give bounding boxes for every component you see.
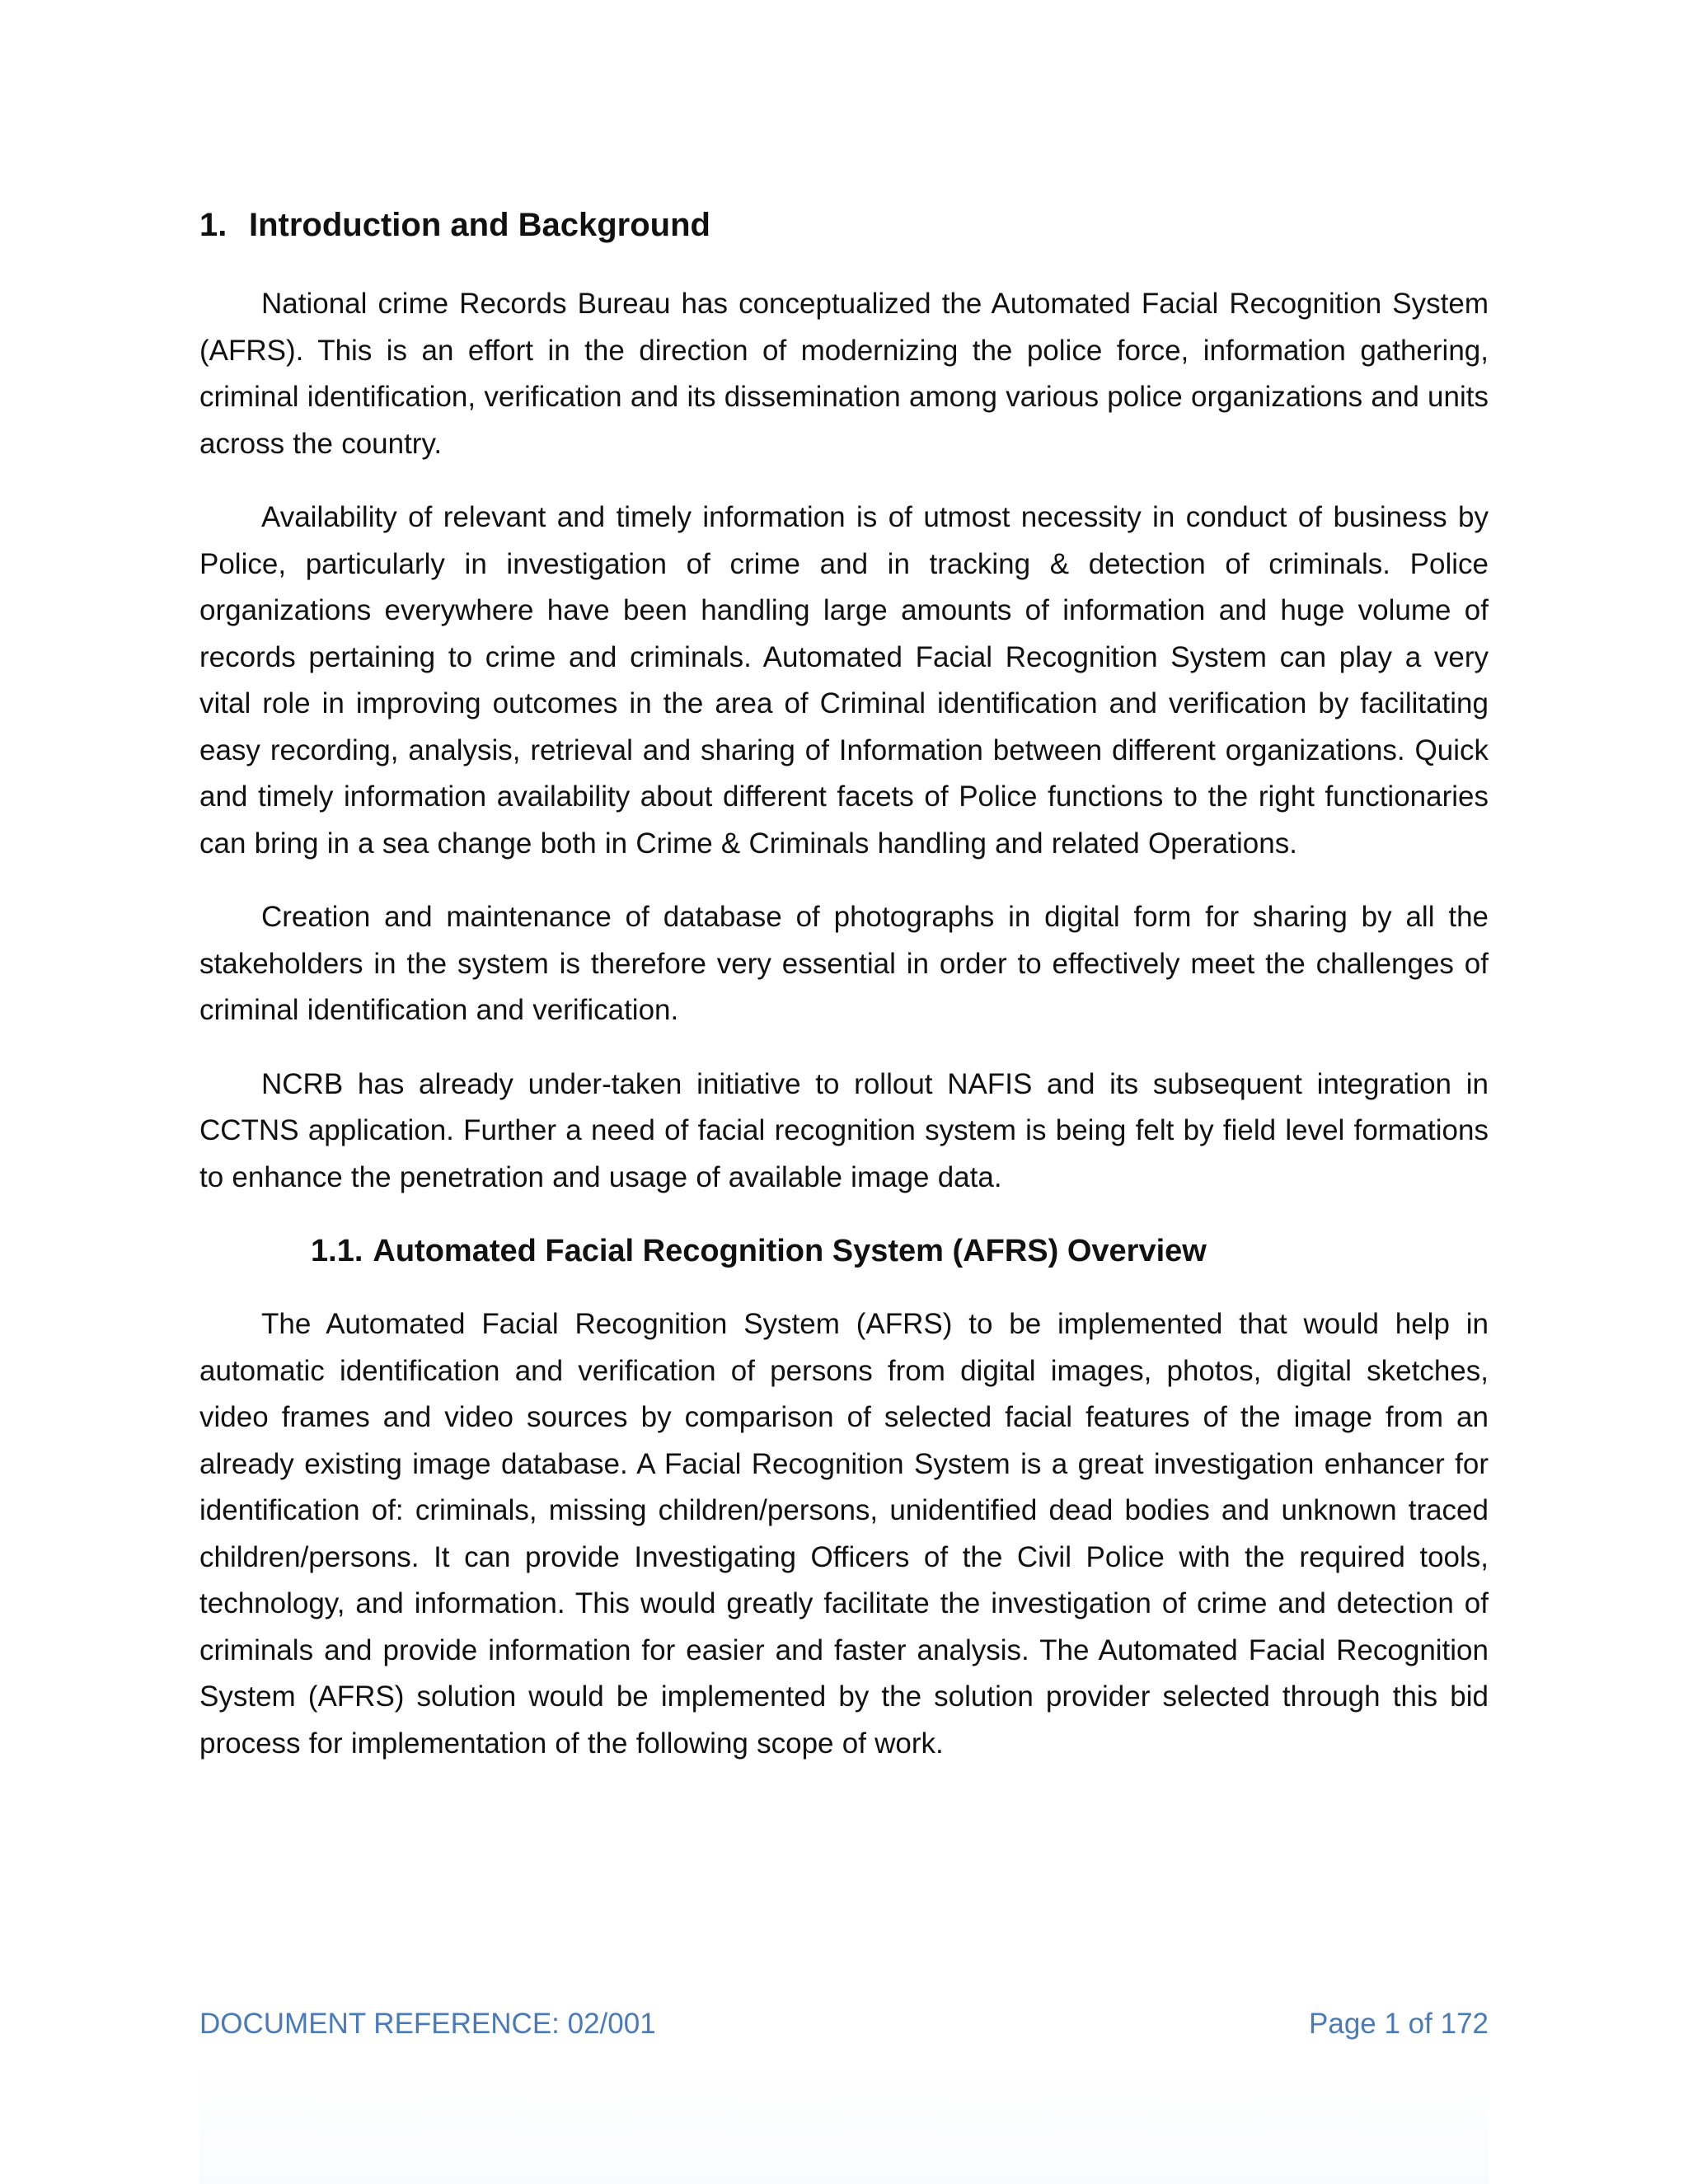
footer-shade — [199, 2060, 1489, 2184]
section-number: 1. — [199, 207, 227, 243]
subsection-title: Automated Facial Recognition System (AFRS) Overview — [373, 1234, 1207, 1268]
document-reference: DOCUMENT REFERENCE: 02/001 — [199, 2008, 656, 2040]
page-content — [199, 202, 1489, 1794]
page-number: Page 1 of 172 — [1309, 2008, 1489, 2040]
intro-paragraph-4: NCRB has already under-taken initiative to rollout NAFIS and its subsequent integration in CCTNS application. Further a need of facial recognition system is being felt by field level formations to enhance the penetration and usage of available image data. — [199, 1067, 1489, 1193]
overview-paragraph: The Automated Facial Recognition System (AFRS) to be implemented that would help in automatic identification and verification of persons from digital images, photos, digital sketches, video frames and video sources by comparison of selected facial features of the image from an already existing image database. A Facial Recognition System is a great investigation enhancer for identification of: criminals, missing children/persons, unidentified dead bodies and unknown traced children/persons. It can provide Investigating Officers of the Civil Police with the required tools, technology, and information. This would greatly facilitate the investigation of crime and detection of criminals and provide information for easier and faster analysis. The Automated Facial Recognition System (AFRS) solution would be implemented by the solution provider selected through this bid process for implementation of the following scope of work. — [199, 1308, 1489, 1760]
intro-paragraph-1: National crime Records Bureau has conceptualized the Automated Facial Recognition System (AFRS). This is an effort in the direction of modernizing the police force, information gathering, criminal identification, verification and its dissemination among various police organizations and units across the country. — [199, 288, 1489, 460]
subsection-number: 1.1. — [311, 1234, 363, 1268]
subsection-heading — [311, 1228, 1489, 1274]
section-title: Introduction and Background — [249, 207, 710, 243]
section-heading — [199, 202, 1489, 248]
intro-paragraph-2: Availability of relevant and timely information is of utmost necessity in conduct of business by Police, particularly in investigation of crime and in tracking & detection of criminals. Police organizations everywhere have been handling large amounts of information and huge volume of records pertaining to crime and criminals. Automated Facial Recognition System can play a very vital role in improving outcomes in the area of Criminal identification and verification by facilitating easy recording, analysis, retrieval and sharing of Information between different organizations. Quick and timely information availability about different facets of Police functions to the right functionaries can bring in a sea change both in Crime & Criminals handling and related Operations. — [199, 501, 1489, 860]
intro-paragraph-3: Creation and maintenance of database of photographs in digital form for sharing by all the stakeholders in the system is therefore very essential in order to effectively meet the challenges of criminal identification and verification. — [199, 901, 1489, 1026]
